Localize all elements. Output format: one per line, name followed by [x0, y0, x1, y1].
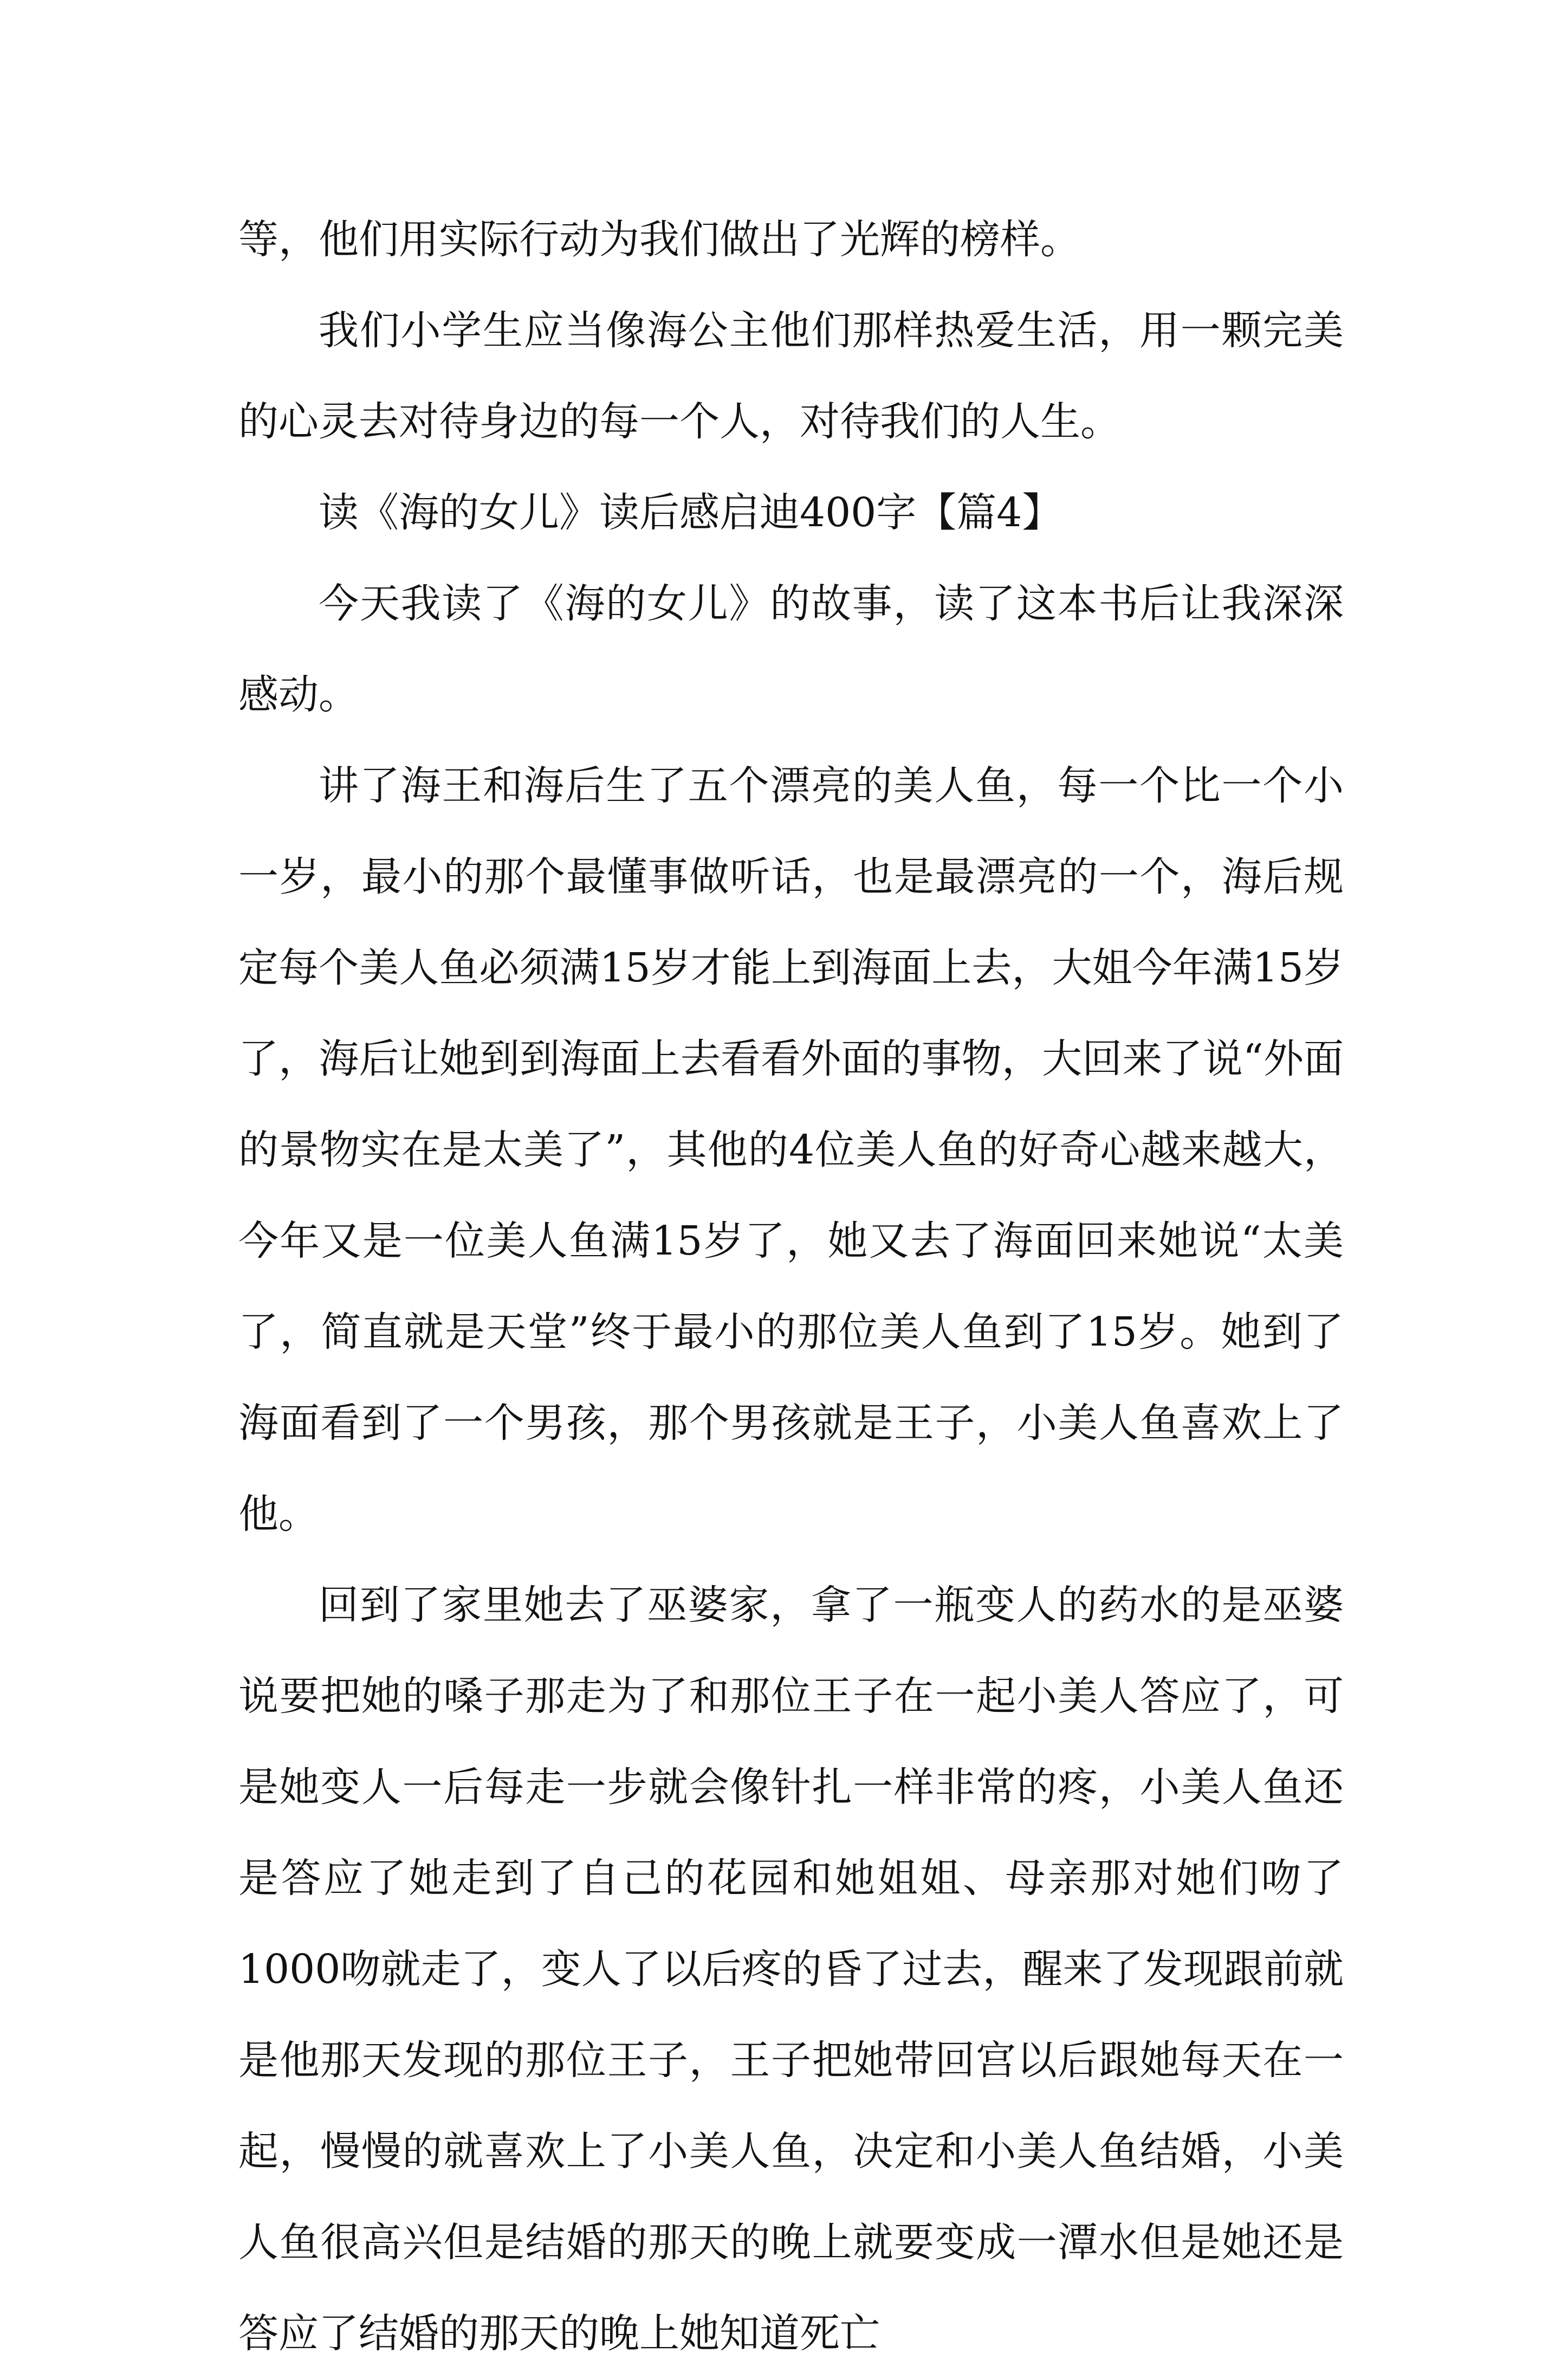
document-body	[238, 194, 1344, 2379]
paragraph-continuation: 等，他们用实际行动为我们做出了光辉的榜样。	[238, 216, 1080, 263]
section-heading: 读《海的女儿》读后感启迪400字【篇4】	[319, 489, 1062, 536]
paragraph: 我们小学生应当像海公主他们那样热爱生活，用一颗完美的心灵去对待身边的每一个人，对待我们的人生。	[238, 307, 1344, 445]
paragraph: 回到了家里她去了巫婆家，拿了一瓶变人的药水的是巫婆说要把她的嗓子那走为了和那位王子在一起小美人答应了，可是她变人一后每走一步就会像针扎一样非常的疼，小美人鱼还是答应了她走到了自己的花园和她姐姐、母亲那对她们吻了1000吻就走了，变人了以后疼的昏了过去，醒来了发现跟前就是他那天发现的那位王子，王子把她带回宫以后跟她每天在一起，慢慢的就喜欢上了小美人鱼，决定和小美人鱼结婚，小美人鱼很高兴但是结婚的那天的晚上就要变成一潭水但是她还是答应了结婚的那天的晚上她知道死亡	[238, 1582, 1344, 2357]
paragraph: 今天我读了《海的女儿》的故事，读了这本书后让我深深感动。	[238, 580, 1344, 718]
paragraph: 讲了海王和海后生了五个漂亮的美人鱼，每一个比一个小一岁，最小的那个最懂事做听话，也是最漂亮的一个，海后规定每个美人鱼必须满15岁才能上到海面上去，大姐今年满15岁了，海后让她到到海面上去看看外面的事物，大回来了说“外面的景物实在是太美了”，其他的4位美人鱼的好奇心越来越大，今年又是一位美人鱼满15岁了，她又去了海面回来她说“太美了，简直就是天堂”终于最小的那位美人鱼到了15岁。她到了海面看到了一个男孩，那个男孩就是王子，小美人鱼喜欢上了他。	[238, 762, 1344, 1537]
